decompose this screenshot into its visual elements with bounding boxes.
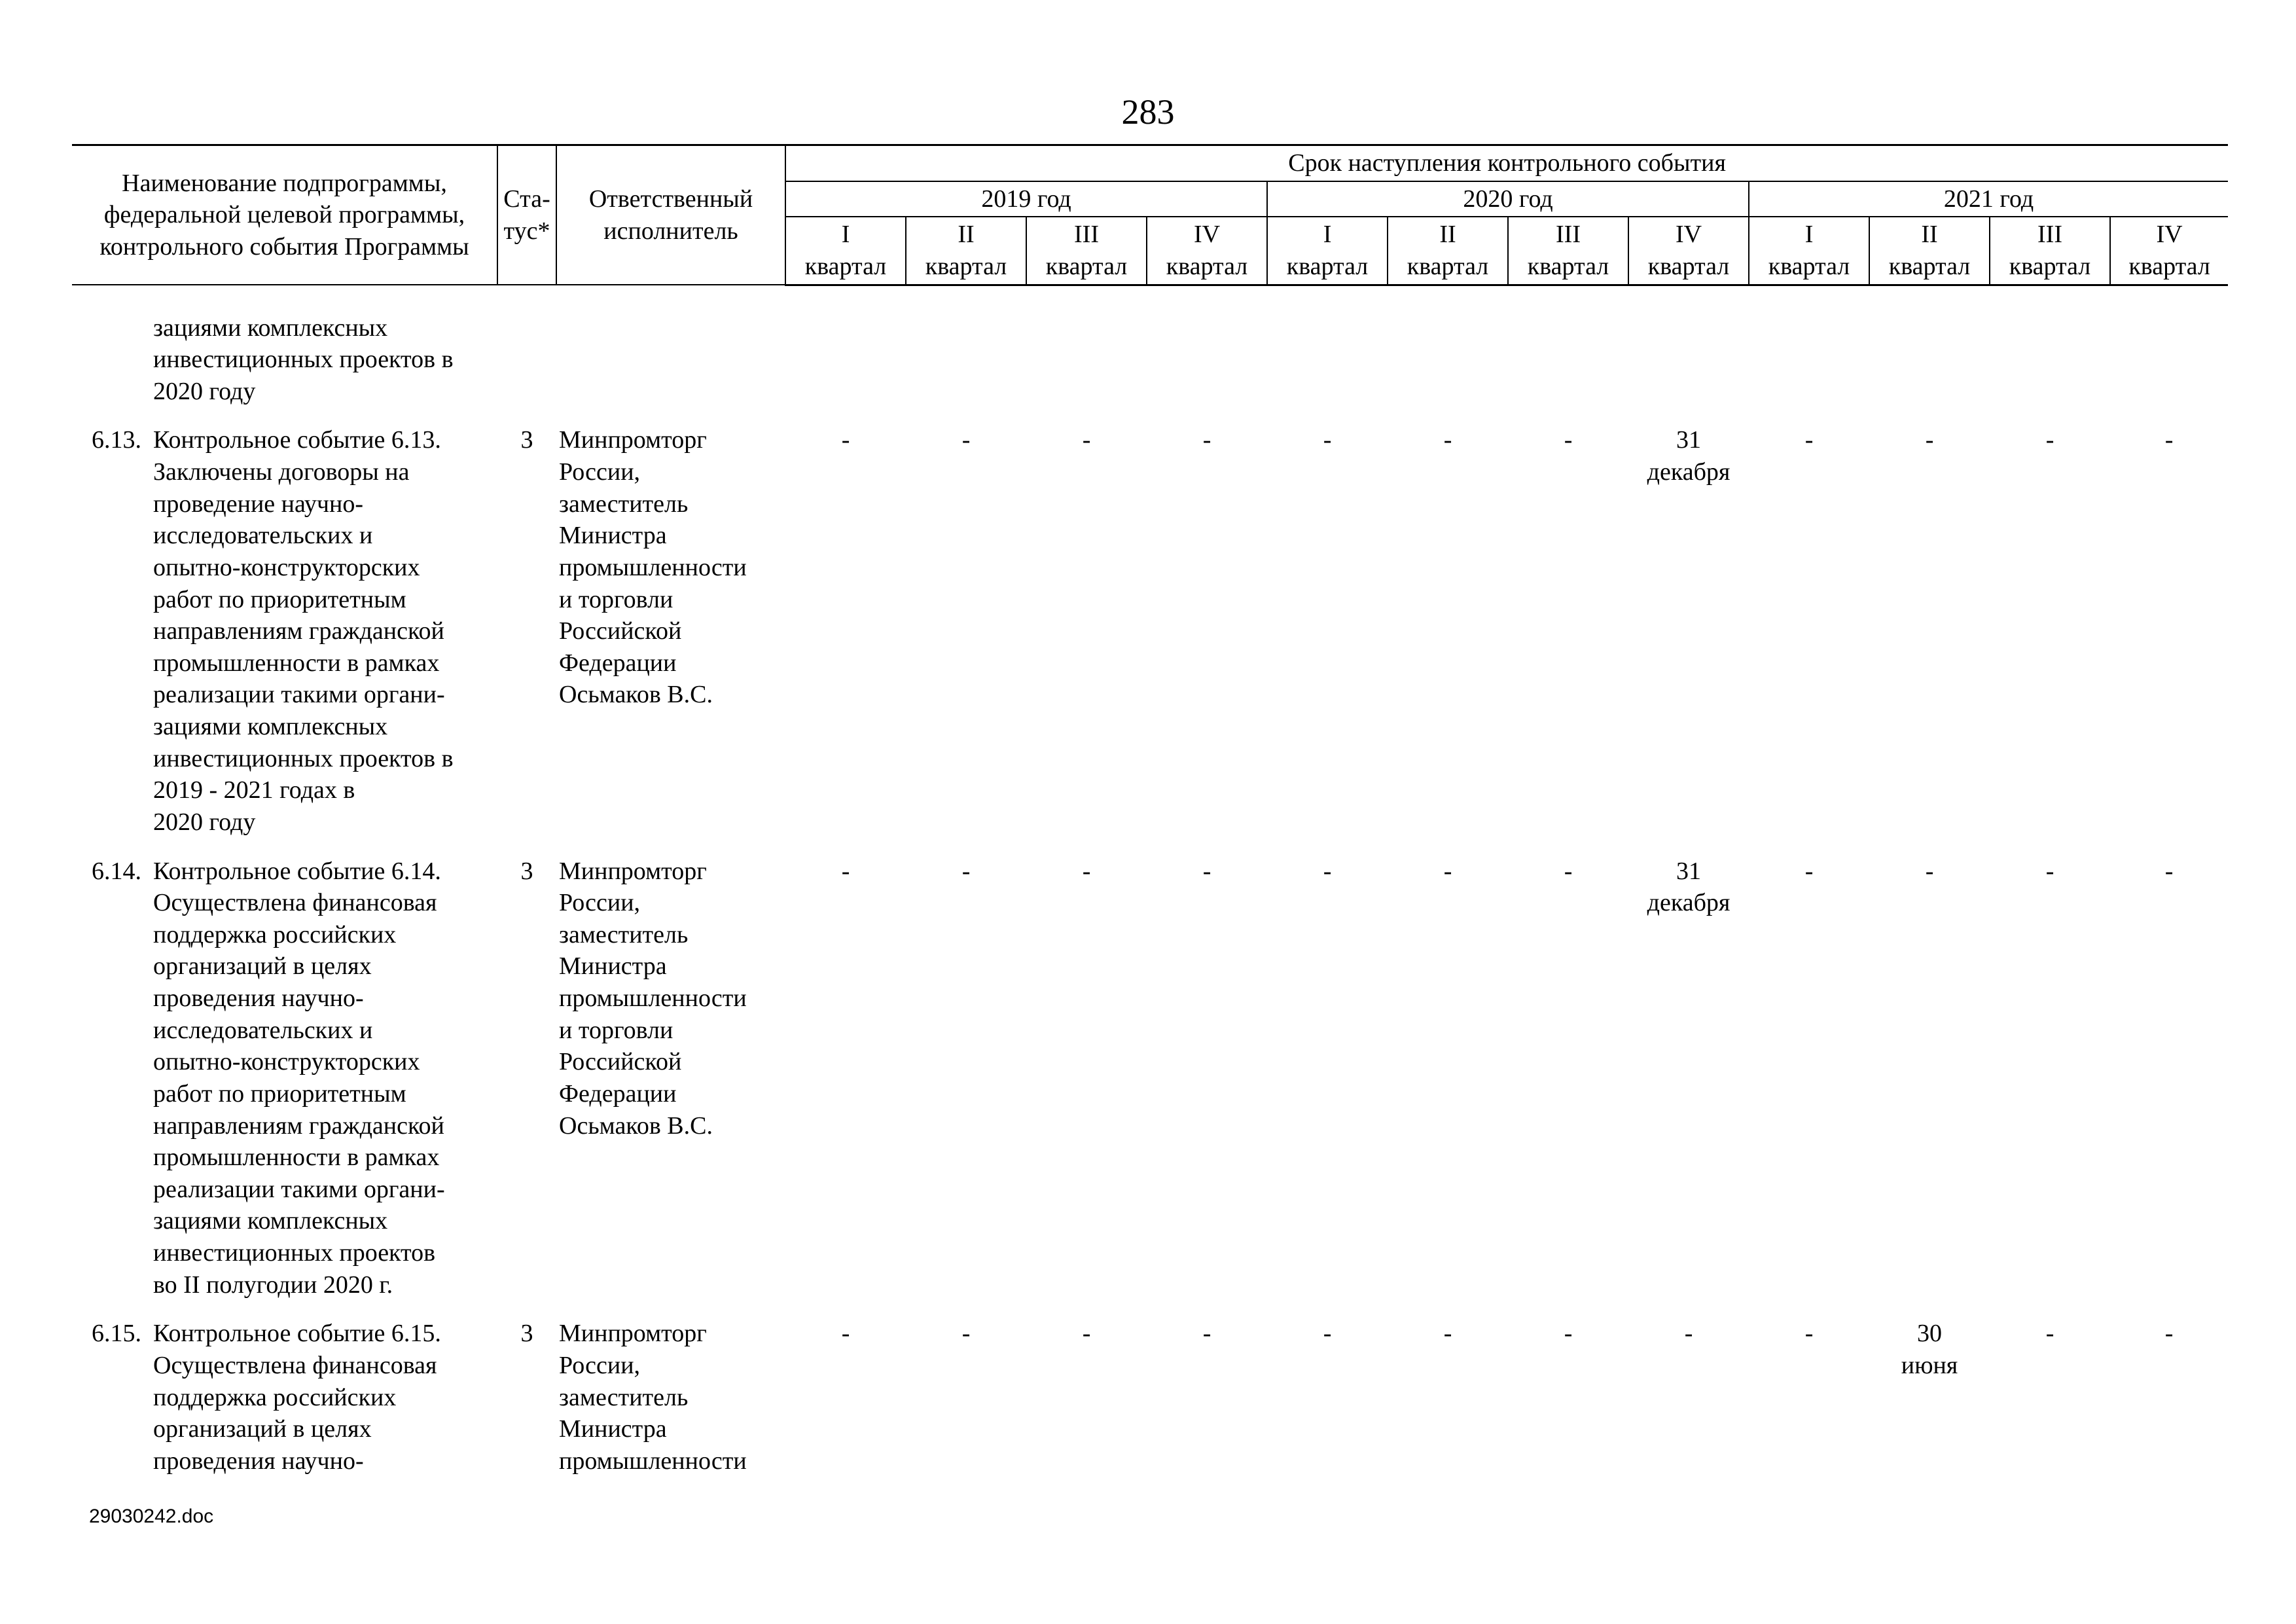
quarter-label: квартал [1267, 251, 1388, 285]
page-number: 283 [1121, 92, 1175, 132]
quarter-cell: - [1323, 426, 1332, 454]
quarter-cell: - [1564, 1320, 1573, 1348]
quarter-number: IV [1628, 217, 1749, 251]
continuation-text: зациями комплексных инвестиционных проектов в 2020 году [153, 314, 454, 405]
quarter-cell: - [2045, 426, 2054, 454]
quarter-number: IV [2110, 217, 2228, 251]
quarter-number: II [1388, 217, 1508, 251]
quarter-cell: - [1202, 426, 1211, 454]
quarter-cell: - [2045, 857, 2054, 885]
event-responsible: Минпромторг России, заместитель Министра промышленности и торговли Российской Федерации Осьмаков В.С. [559, 426, 747, 709]
quarter-label: квартал [1869, 251, 1990, 285]
quarter-cell: 31 декабря [1647, 857, 1731, 917]
quarter-number: IV [1147, 217, 1267, 251]
quarter-cell: - [2045, 1320, 2054, 1348]
quarter-cell: - [961, 426, 971, 454]
quarter-cell: 31 декабря [1647, 426, 1731, 486]
quarter-cell: 30 июня [1901, 1320, 1958, 1379]
header-deadline: Срок наступления контрольного события [785, 145, 2228, 181]
event-responsible: Минпромторг России, заместитель Министра промышленности и торговли Российской Федерации Осьмаков В.С. [559, 857, 747, 1140]
quarter-cell: - [1564, 426, 1573, 454]
quarter-cell: - [1323, 857, 1332, 885]
quarter-cell: - [961, 857, 971, 885]
table-header [72, 145, 2228, 285]
quarter-cell: - [841, 1320, 850, 1348]
quarter-cell: - [2164, 1320, 2174, 1348]
table-row [72, 424, 2228, 855]
quarter-number: I [1749, 217, 1869, 251]
document-filename: 29030242.doc [89, 1506, 214, 1527]
quarter-cell: - [1082, 426, 1091, 454]
quarter-cell: - [1202, 857, 1211, 885]
event-responsible: Минпромторг России, заместитель Министра промышленности [559, 1320, 747, 1475]
quarter-cell: - [1564, 857, 1573, 885]
quarter-label: квартал [1749, 251, 1869, 285]
quarter-label: квартал [906, 251, 1026, 285]
quarter-label: квартал [1388, 251, 1508, 285]
header-responsible-column: Ответственный исполнитель [556, 145, 785, 285]
quarter-label: квартал [1147, 251, 1267, 285]
quarter-cell: - [1443, 426, 1452, 454]
quarter-cell: - [1925, 857, 1934, 885]
quarter-number: III [1508, 217, 1628, 251]
event-number: 6.15. [92, 1320, 141, 1348]
quarter-cell: - [1443, 857, 1452, 885]
quarter-cell: - [841, 426, 850, 454]
header-status-column: Ста- тус* [497, 145, 556, 285]
header-year-2021: 2021 год [1749, 181, 2228, 217]
quarter-cell: - [1684, 1320, 1693, 1348]
event-number: 6.13. [92, 426, 141, 454]
header-year-2019: 2019 год [785, 181, 1267, 217]
quarter-label: квартал [1026, 251, 1147, 285]
quarter-number: III [1990, 217, 2110, 251]
event-status: 3 [520, 426, 533, 454]
control-events-table [72, 144, 2228, 1494]
quarter-cell: - [1804, 857, 1814, 885]
event-name: Контрольное событие 6.13. Заключены договоры на проведение научно- исследовательских и опытно-конструкторских работ по приоритетным направлениям гражданской промышленности в рамках реализации такими органи- зациями комплексных инвестиционных проектов в 2019 - 2021 годах в 2020 году [153, 426, 454, 836]
quarter-label: квартал [1990, 251, 2110, 285]
quarter-cell: - [1202, 1320, 1211, 1348]
event-name: Контрольное событие 6.14. Осуществлена финансовая поддержка российских организаций в целях проведения научно- исследовательских и опытно-конструкторских работ по приоритетным направлениям гражданской промышленности в рамках реализации такими органи- зациями комплексных инвестиционных проектов во II полугодии 2020 г. [153, 857, 445, 1299]
event-number: 6.14. [92, 857, 141, 885]
quarter-cell: - [2164, 426, 2174, 454]
continuation-row [72, 312, 2228, 425]
header-name-column: Наименование подпрограммы, федеральной целевой программы, контрольного события Программы [72, 145, 497, 285]
event-name: Контрольное событие 6.15. Осуществлена финансовая поддержка российских организаций в целях проведения научно- [153, 1320, 441, 1475]
quarter-cell: - [1925, 426, 1934, 454]
quarter-label: квартал [2110, 251, 2228, 285]
quarter-number: II [1869, 217, 1990, 251]
quarter-cell: - [1804, 426, 1814, 454]
quarter-label: квартал [1508, 251, 1628, 285]
quarter-cell: - [1323, 1320, 1332, 1348]
quarter-cell: - [961, 1320, 971, 1348]
quarter-cell: - [1804, 1320, 1814, 1348]
header-year-2020: 2020 год [1267, 181, 1749, 217]
quarter-number: III [1026, 217, 1147, 251]
quarter-label: квартал [1628, 251, 1749, 285]
quarter-cell: - [841, 857, 850, 885]
quarter-number: II [906, 217, 1026, 251]
quarter-cell: - [1443, 1320, 1452, 1348]
event-status: 3 [520, 1320, 533, 1348]
quarter-cell: - [2164, 857, 2174, 885]
quarter-cell: - [1082, 857, 1091, 885]
quarter-label: квартал [785, 251, 906, 285]
quarter-number: I [1267, 217, 1388, 251]
quarter-number: I [785, 217, 906, 251]
table-row [72, 856, 2228, 1318]
table-body [72, 285, 2228, 1494]
event-status: 3 [520, 857, 533, 885]
quarter-cell: - [1082, 1320, 1091, 1348]
table-row [72, 1318, 2228, 1494]
